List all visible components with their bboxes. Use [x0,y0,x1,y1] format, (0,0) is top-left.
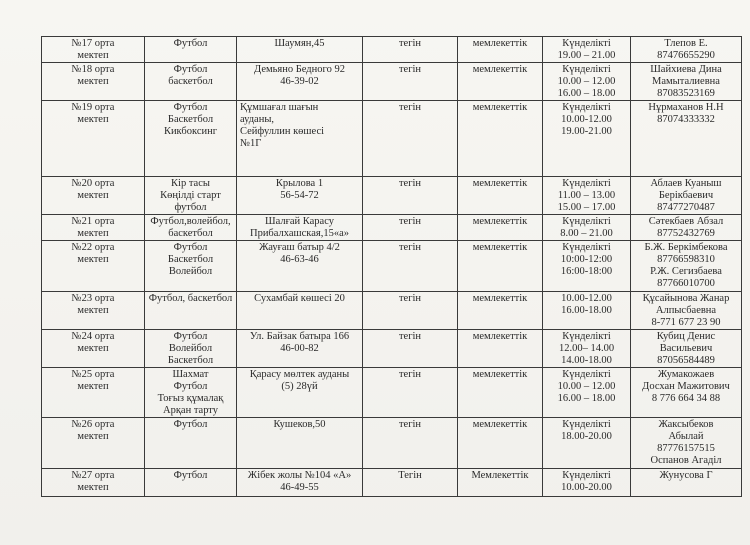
time-cell: Күнделікті 10.00-20.00 [543,469,631,497]
time-cell: Күнделікті 11.00 – 13.00 15.00 – 17.00 [543,177,631,215]
ownership-cell: мемлекеттік [458,101,543,177]
school-cell: №27 орта мектеп [42,469,145,497]
table-row [42,177,742,215]
fee-cell: тегін [363,101,458,177]
time-cell: Күнделікті 10:00-12:00 16:00-18:00 [543,241,631,292]
table-row [42,37,742,63]
ownership-cell: мемлекеттік [458,215,543,241]
fee-cell: тегін [363,330,458,368]
contact-cell: Нұрмаханов Н.Н 87074333332 [631,101,742,177]
ownership-cell: Мемлекеттік [458,469,543,497]
sport-cell: Футбол, баскетбол [145,292,237,330]
sport-cell: Футбол Волейбол Баскетбол [145,330,237,368]
address-cell: Шаумян,45 [237,37,363,63]
school-cell: №18 орта мектеп [42,63,145,101]
table-row [42,368,742,418]
sport-cell: Футбол Баскетбол Кикбоксинг [145,101,237,177]
address-cell: Жібек жолы №104 «А» 46-49-55 [237,469,363,497]
table-row [42,215,742,241]
fee-cell: тегін [363,177,458,215]
time-cell: Күнделікті 12.00– 14.00 14.00-18.00 [543,330,631,368]
time-cell: Күнделікті 18.00-20.00 [543,418,631,469]
sports-schedule-table [41,36,742,497]
contact-cell: Жумакожаев Досхан Мажитович 8 776 664 34 88 [631,368,742,418]
fee-cell: тегін [363,241,458,292]
address-cell: Демьяно Бедного 92 46-39-02 [237,63,363,101]
fee-cell: Тегін [363,469,458,497]
fee-cell: тегін [363,292,458,330]
table-row [42,241,742,292]
sport-cell: Футбол Баскетбол Волейбол [145,241,237,292]
ownership-cell: мемлекеттік [458,63,543,101]
address-cell: Сухамбай көшесі 20 [237,292,363,330]
ownership-cell: мемлекеттік [458,368,543,418]
school-cell: №21 орта мектеп [42,215,145,241]
time-cell: 10.00-12.00 16.00-18.00 [543,292,631,330]
address-cell: Қарасу мөлтек ауданы (5) 28үй [237,368,363,418]
sport-cell: Футбол [145,469,237,497]
table-row [42,418,742,469]
contact-cell: Құсайынова Жанар Алпысбаевна 8-771 677 23 90 [631,292,742,330]
table-row [42,63,742,101]
sport-cell: Футбол [145,37,237,63]
sport-cell: Футбол баскетбол [145,63,237,101]
time-cell: Күнделікті 8.00 – 21.00 [543,215,631,241]
sport-cell: Футбол,волейбол, баскетбол [145,215,237,241]
fee-cell: тегін [363,63,458,101]
school-cell: №23 орта мектеп [42,292,145,330]
table-row [42,101,742,177]
school-cell: №26 орта мектеп [42,418,145,469]
time-cell: Күнделікті 10.00-12.00 19.00-21.00 [543,101,631,177]
contact-cell: Б.Ж. Беркімбекова 87766598310 Р.Ж. Сегизбаева 87766010700 [631,241,742,292]
school-cell: №25 орта мектеп [42,368,145,418]
ownership-cell: мемлекеттік [458,37,543,63]
sport-cell: Шахмат Футбол Тоғыз құмалақ Арқан тарту [145,368,237,418]
contact-cell: Жаксыбеков Абылай 87776157515 Оспанов Агаділ [631,418,742,469]
address-cell: Ул. Байзак батыра 166 46-00-82 [237,330,363,368]
contact-cell: Тлепов Е. 87476655290 [631,37,742,63]
table-row [42,292,742,330]
school-cell: №22 орта мектеп [42,241,145,292]
ownership-cell: мемлекеттік [458,177,543,215]
address-cell: Шалғай Карасу Прибалхашская,15«а» [237,215,363,241]
ownership-cell: мемлекеттік [458,418,543,469]
school-cell: №24 орта мектеп [42,330,145,368]
school-cell: №17 орта мектеп [42,37,145,63]
fee-cell: тегін [363,215,458,241]
ownership-cell: мемлекеттік [458,330,543,368]
address-cell: Кушеков,50 [237,418,363,469]
address-cell: Жауғаш батыр 4/2 46-63-46 [237,241,363,292]
fee-cell: тегін [363,368,458,418]
address-cell: Құмшағал шағын ауданы, Сейфуллин көшесі №1Г [237,101,363,177]
sport-cell: Кір тасы Көңілді старт футбол [145,177,237,215]
fee-cell: тегін [363,418,458,469]
table-row [42,330,742,368]
school-cell: №19 орта мектеп [42,101,145,177]
table-row [42,469,742,497]
time-cell: Күнделікті 10.00 – 12.00 16.00 – 18.00 [543,368,631,418]
contact-cell: Кубиц Денис Васильевич 87056584489 [631,330,742,368]
ownership-cell: мемлекеттік [458,241,543,292]
fee-cell: тегін [363,37,458,63]
time-cell: Күнделікті 10.00 – 12.00 16.00 – 18.00 [543,63,631,101]
contact-cell: Жунусова Г [631,469,742,497]
contact-cell: Сәтекбаев Абзал 87752432769 [631,215,742,241]
contact-cell: Шайхиева Дина Мамыталиевна 87083523169 [631,63,742,101]
address-cell: Крылова 1 56-54-72 [237,177,363,215]
time-cell: Күнделікті 19.00 – 21.00 [543,37,631,63]
contact-cell: Аблаев Куаныш Берікбаевич 87477270487 [631,177,742,215]
school-cell: №20 орта мектеп [42,177,145,215]
sport-cell: Футбол [145,418,237,469]
ownership-cell: мемлекеттік [458,292,543,330]
